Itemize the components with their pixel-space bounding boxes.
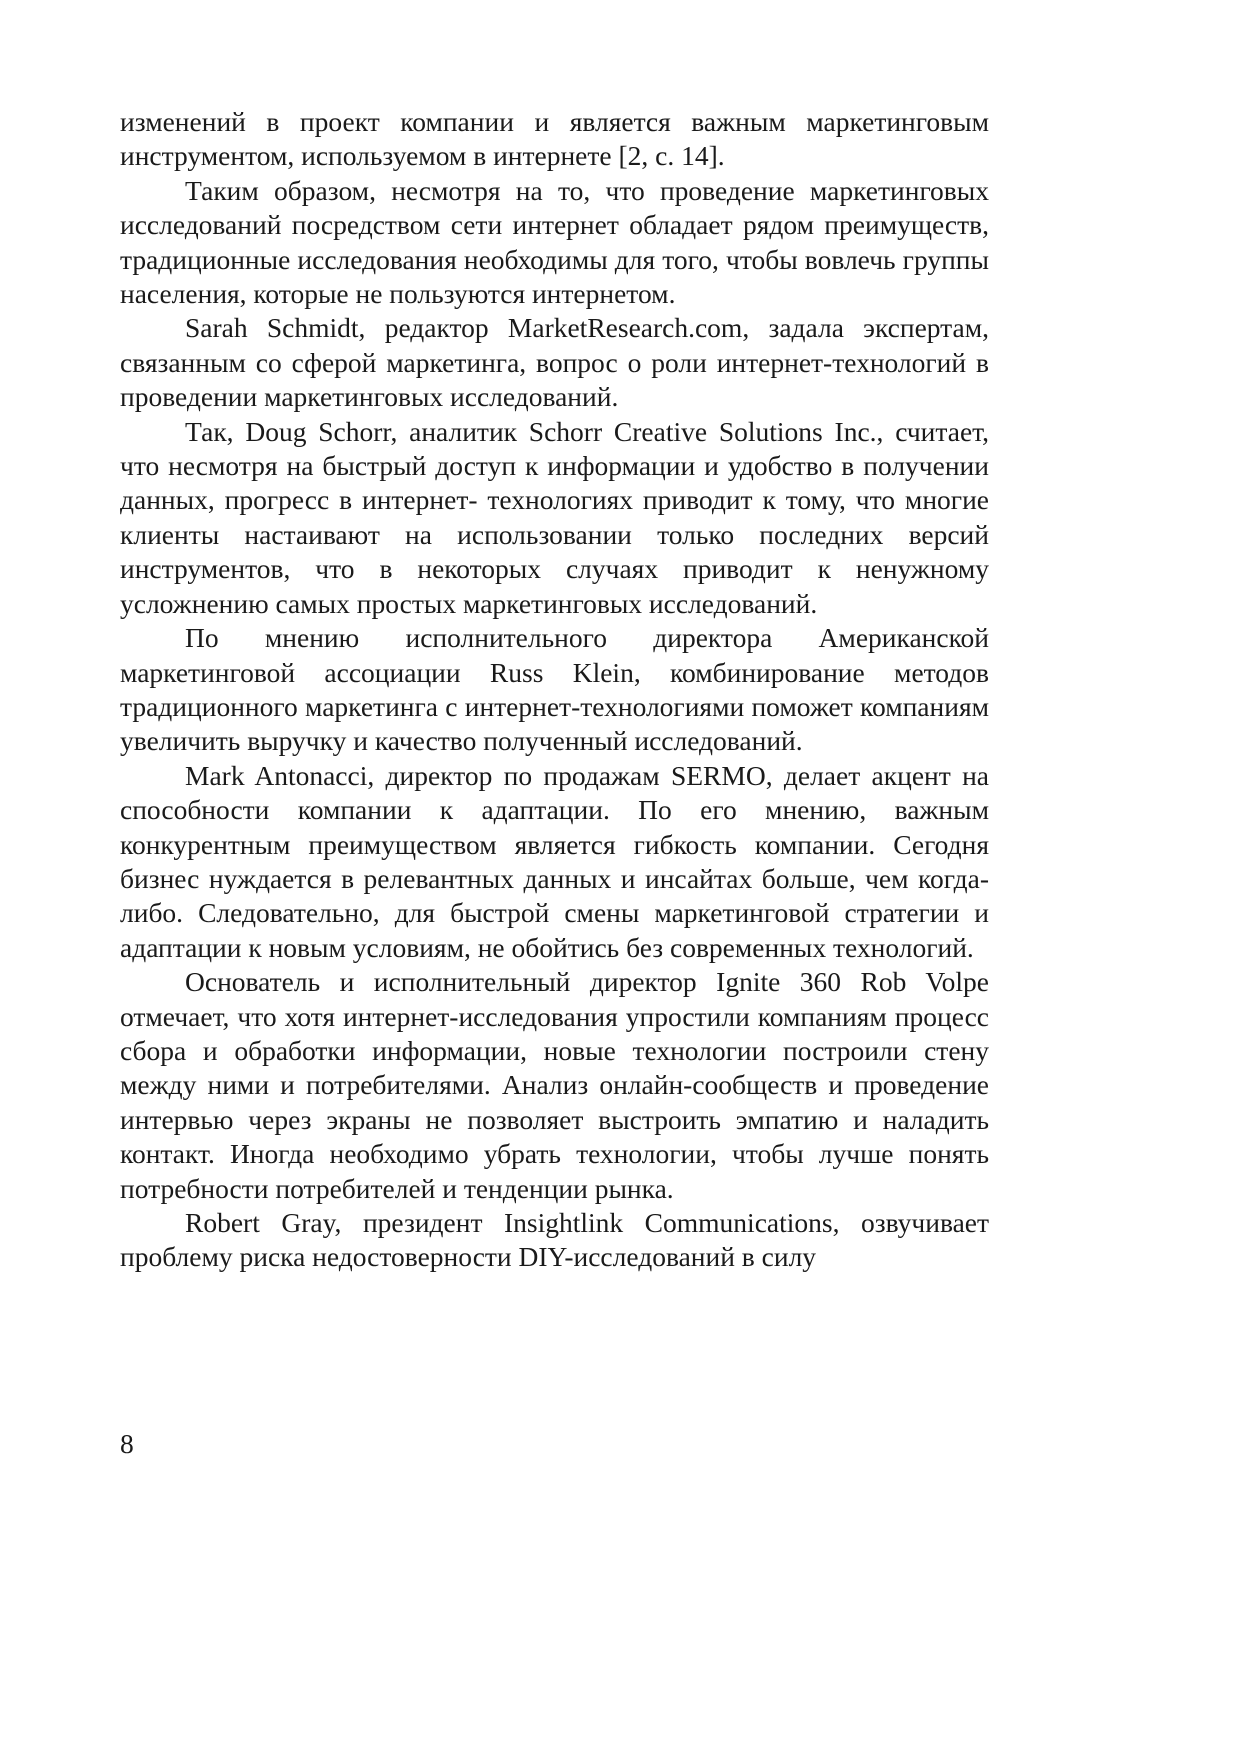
paragraph-continuation: изменений в проект компании и является важным маркетинговым инструментом, используемом в интернете [2, с. 14].: [120, 106, 989, 172]
paragraph: По мнению исполнительного директора Американской маркетинговой ассоциации Russ Klein, комбинирование методов традиционного маркетинга с интернет-технологиями поможет компаниям увеличить выручку и качество полученный исследований.: [120, 622, 989, 757]
paragraph: Так, Doug Schorr, аналитик Schorr Creative Solutions Inc., считает, что несмотря на быстрый доступ к информации и удобство в получении данных, прогресс в интернет- технологиях приводит к тому, что многие клиенты настаивают на использовании только последних версий инструментов, что в некоторых случаях приводит к ненужному усложнению самых простых маркетинговых исследований.: [120, 415, 989, 619]
page-number: 8: [120, 1428, 134, 1459]
paragraph: Основатель и исполнительный директор Ignite 360 Rob Volpe отмечает, что хотя интернет-исследования упростили компаниям процесс сбора и обработки информации, новые технологии построили стену между ними и потребителями. Анализ онлайн-сообществ и проведение интервью через экраны не позволяет выстроить эмпатию и наладить контакт. Иногда необходимо убрать технологии, чтобы лучше понять потребности потребителей и тенденции рынка.: [120, 966, 989, 1204]
paragraph-continued: Robert Gray, президент Insightlink Communications, озвучивает проблему риска недостоверности DIY-исследований в силу: [120, 1207, 989, 1273]
paragraph: Sarah Schmidt, редактор MarketResearch.com, задала экспертам, связанным со сферой маркетинга, вопрос о роли интернет-технологий в проведении маркетинговых исследований.: [120, 312, 989, 413]
page-body-text: [120, 105, 989, 1275]
paragraph: Mark Antonacci, директор по продажам SERMO, делает акцент на способности компании к адаптации. По его мнению, важным конкурентным преимуществом является гибкость компании. Сегодня бизнес нуждается в релевантных данных и инсайтах больше, чем когда-либо. Следовательно, для быстрой смены маркетинговой стратегии и адаптации к новым условиям, не обойтись без современных технологий.: [120, 759, 989, 963]
paragraph: Таким образом, несмотря на то, что проведение маркетинговых исследований посредством сети интернет обладает рядом преимуществ, традиционные исследования необходимы для того, чтобы вовлечь группы населения, которые не пользуются интернетом.: [120, 174, 989, 310]
